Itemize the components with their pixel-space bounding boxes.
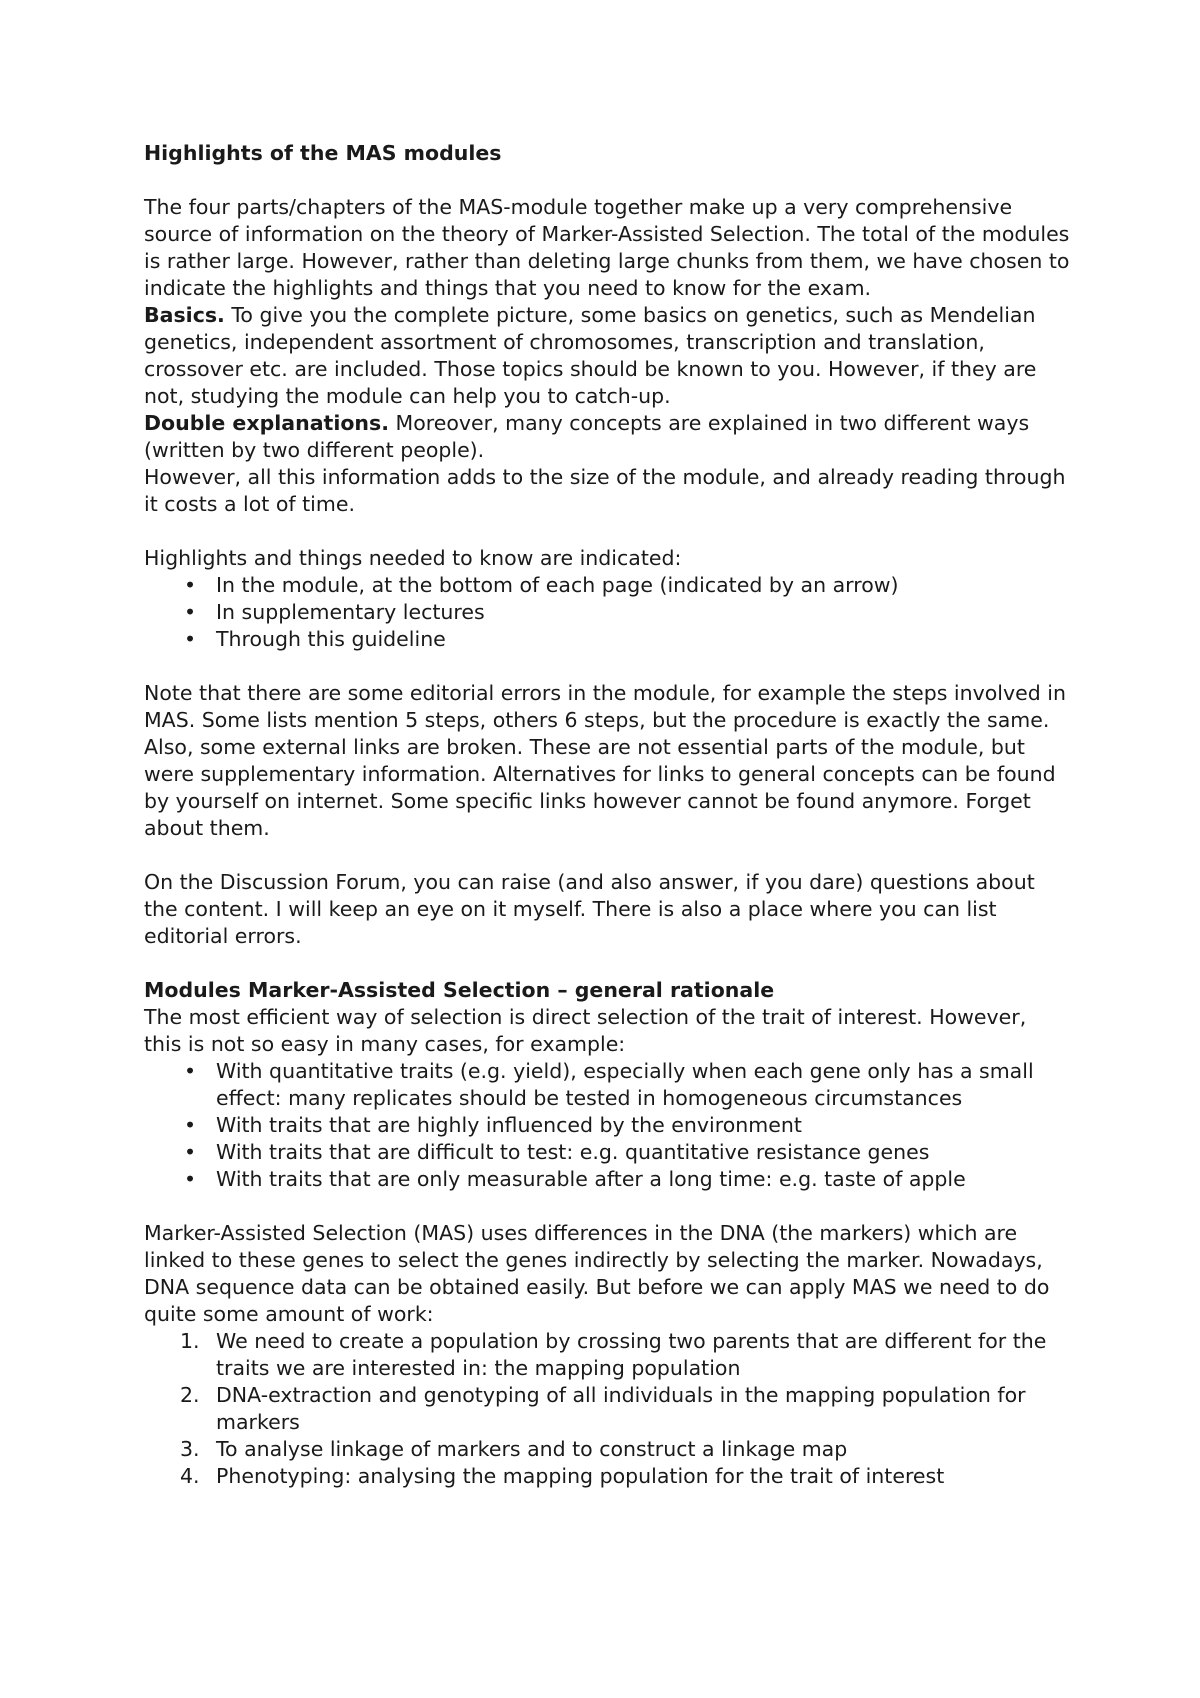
- list-item: • With traits that are only measurable after a long time: e.g. taste of apple: [144, 1166, 1070, 1193]
- step-number: 1.: [180, 1329, 200, 1353]
- highlights-intro: Highlights and things needed to know are indicated:: [144, 546, 682, 570]
- size-note-paragraph: However, all this information adds to the size of the module, and already reading through it costs a lot of time.: [144, 465, 1066, 516]
- spacer: [144, 842, 1070, 869]
- list-item: • In supplementary lectures: [144, 599, 1070, 626]
- step-number: 3.: [180, 1437, 200, 1461]
- errors-note-paragraph: Note that there are some editorial errors in the module, for example the steps involved in MAS. Some lists mention 5 steps, others 6 steps, but the procedure is exactly the same. Also, some external links are broken. These are not essential parts of the module, but were supplementary information. Alternatives for links to general concepts can be found by yourself on internet. Some specific links however cannot be found anymore. Forget about them.: [144, 681, 1066, 840]
- list-item: [144, 1436, 1070, 1463]
- basics-label: Basics.: [144, 303, 225, 327]
- step-text: Phenotyping: analysing the mapping population for the trait of interest: [216, 1464, 945, 1488]
- list-item: • Through this guideline: [144, 626, 1070, 653]
- spacer: [144, 1193, 1070, 1220]
- intro-paragraph: The four parts/chapters of the MAS-module together make up a very comprehensive source of information on the theory of Marker-Assisted Selection. The total of the modules is rather large. However, rather than deleting large chunks from them, we have chosen to indicate the highlights and things that you need to know for the exam.: [144, 195, 1070, 300]
- step-text: DNA-extraction and genotyping of all individuals in the mapping population for markers: [216, 1383, 1026, 1434]
- step-number: 4.: [180, 1464, 200, 1488]
- double-explanations-paragraph: [144, 410, 1070, 464]
- highlights-list: [144, 572, 1070, 653]
- mas-paragraph: Marker-Assisted Selection (MAS) uses differences in the DNA (the markers) which are linked to these genes to select the genes indirectly by selecting the marker. Nowadays, DNA sequence data can be obtained easily. But before we can apply MAS we need to do quite some amount of work:: [144, 1221, 1050, 1326]
- double-explanations-text: Moreover, many concepts are explained in two different ways (written by two different people).: [144, 411, 1030, 462]
- section-heading: Modules Marker-Assisted Selection – general rationale: [144, 978, 775, 1002]
- list-item: • With quantitative traits (e.g. yield), especially when each gene only has a small effect: many replicates should be tested in homogeneous circumstances: [144, 1058, 1070, 1112]
- step-number: 2.: [180, 1383, 200, 1407]
- list-item: • With traits that are difficult to test: e.g. quantitative resistance genes: [144, 1139, 1070, 1166]
- section-intro: The most efficient way of selection is direct selection of the trait of interest. However, this is not so easy in many cases, for example:: [144, 1005, 1027, 1056]
- step-text: We need to create a population by crossing two parents that are different for the traits we are interested in: the mapping population: [216, 1329, 1047, 1380]
- forum-note-paragraph: On the Discussion Forum, you can raise (and also answer, if you dare) questions about the content. I will keep an eye on it myself. There is also a place where you can list editorial errors.: [144, 870, 1035, 948]
- list-item: • In the module, at the bottom of each page (indicated by an arrow): [144, 572, 1070, 599]
- spacer: [144, 653, 1070, 680]
- step-text: To analyse linkage of markers and to construct a linkage map: [216, 1437, 848, 1461]
- spacer: [144, 518, 1070, 545]
- list-item: • With traits that are highly influenced by the environment: [144, 1112, 1070, 1139]
- spacer: [144, 950, 1070, 977]
- basics-text: To give you the complete picture, some basics on genetics, such as Mendelian genetics, independent assortment of chromosomes, transcription and translation, crossover etc. are included. Those topics should be known to you. However, if they are not, studying the module can help you to catch-up.: [144, 303, 1037, 408]
- list-item: [144, 1382, 1070, 1436]
- double-explanations-label: Double explanations.: [144, 411, 390, 435]
- mas-steps-list: [144, 1328, 1070, 1490]
- document-title: Highlights of the MAS modules: [144, 141, 502, 165]
- list-item: [144, 1328, 1070, 1382]
- difficult-traits-list: [144, 1058, 1070, 1193]
- list-item: [144, 1463, 1070, 1490]
- spacer: [144, 167, 1070, 194]
- basics-paragraph: [144, 302, 1070, 410]
